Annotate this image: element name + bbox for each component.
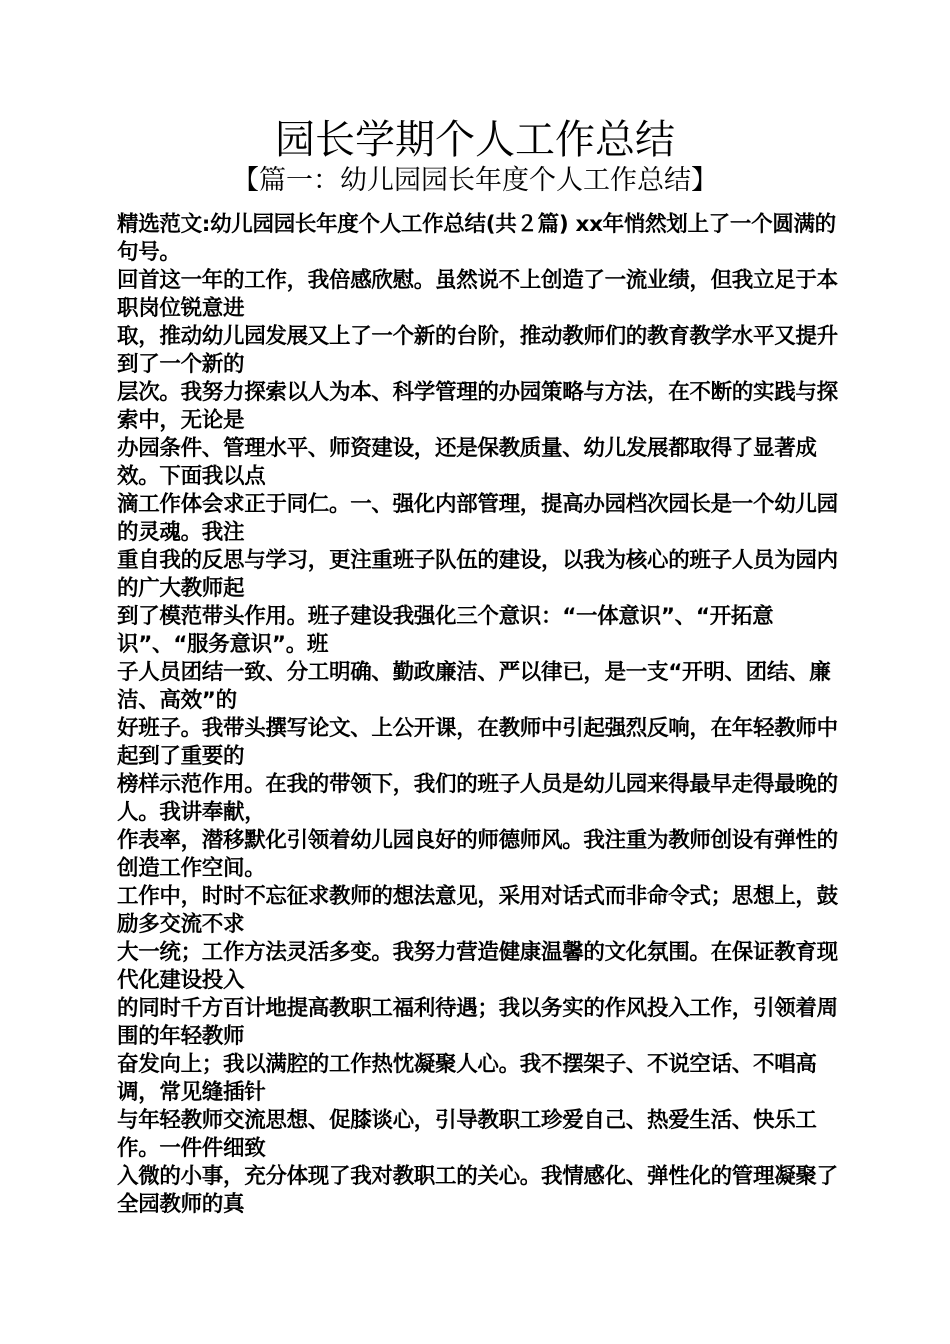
body-paragraph: 到了模范带头作用。班子建设我强化三个意识：“一体意识”、“开拓意识”、“服务意识”。班 (117, 604, 774, 657)
body-paragraph: 好班子。我带头撰写论文、上公开课，在教师中引起强烈反响，在年轻教师中起到了重要的 (117, 716, 838, 769)
body-paragraph: 层次。我努力探索以人为本、科学管理的办园策略与方法，在不断的实践与探索中，无论是 (117, 380, 838, 433)
body-paragraph: 回首这一年的工作，我倍感欣慰。虽然说不上创造了一流业绩，但我立足于本职岗位锐意进 (117, 268, 838, 321)
body-paragraph: 榜样示范作用。在我的带领下，我们的班子人员是幼儿园来得最早走得最晚的人。我讲奉献， (117, 772, 838, 825)
body-paragraph: 滴工作体会求正于同仁。一、强化内部管理，提高办园档次园长是一个幼儿园的灵魂。我注 (117, 492, 838, 545)
body-paragraph: 的同时千方百计地提高教职工福利待遇；我以务实的作风投入工作，引领着周围的年轻教师 (117, 996, 838, 1049)
body-paragraph: 取，推动幼儿园发展又上了一个新的台阶，推动教师们的教育教学水平又提升到了一个新的 (117, 324, 838, 377)
body-paragraph: 子人员团结一致、分工明确、勤政廉洁、严以律已，是一支“开明、团结、廉洁、高效”的 (117, 660, 831, 713)
document-title: 园长学期个人工作总结 (275, 117, 675, 163)
document-body (117, 211, 839, 1219)
document-subtitle: 【篇一：幼儿园园长年度个人工作总结】 (232, 165, 718, 196)
body-paragraph: 大一统；工作方法灵活多变。我努力营造健康温馨的文化氛围。在保证教育现代化建设投入 (117, 940, 838, 993)
body-paragraph: 办园条件、管理水平、师资建设，还是保教质量、幼儿发展都取得了显著成效。下面我以点 (117, 436, 817, 489)
body-paragraph: 工作中，时时不忘征求教师的想法意见，采用对话式而非命令式；思想上，鼓励多交流不求 (117, 884, 838, 937)
body-paragraph: 重自我的反思与学习，更注重班子队伍的建设，以我为核心的班子人员为园内的广大教师起 (117, 548, 838, 601)
body-paragraph: 入微的小事，充分体现了我对教职工的关心。我情感化、弹性化的管理凝聚了全园教师的真 (117, 1164, 838, 1217)
body-paragraph: 与年轻教师交流思想、促膝谈心，引导教职工珍爱自己、热爱生活、快乐工作。一件件细致 (117, 1108, 817, 1161)
body-paragraph: 作表率，潜移默化引领着幼儿园良好的师德师风。我注重为教师创设有弹性的创造工作空间。 (117, 828, 838, 881)
body-paragraph: 奋发向上；我以满腔的工作热忱凝聚人心。我不摆架子、不说空话、不唱高调，常见缝插针 (117, 1052, 817, 1105)
body-paragraph: 精选范文:幼儿园园长年度个人工作总结(共２篇) xx年悄然划上了一个圆满的句号。 (117, 212, 836, 265)
